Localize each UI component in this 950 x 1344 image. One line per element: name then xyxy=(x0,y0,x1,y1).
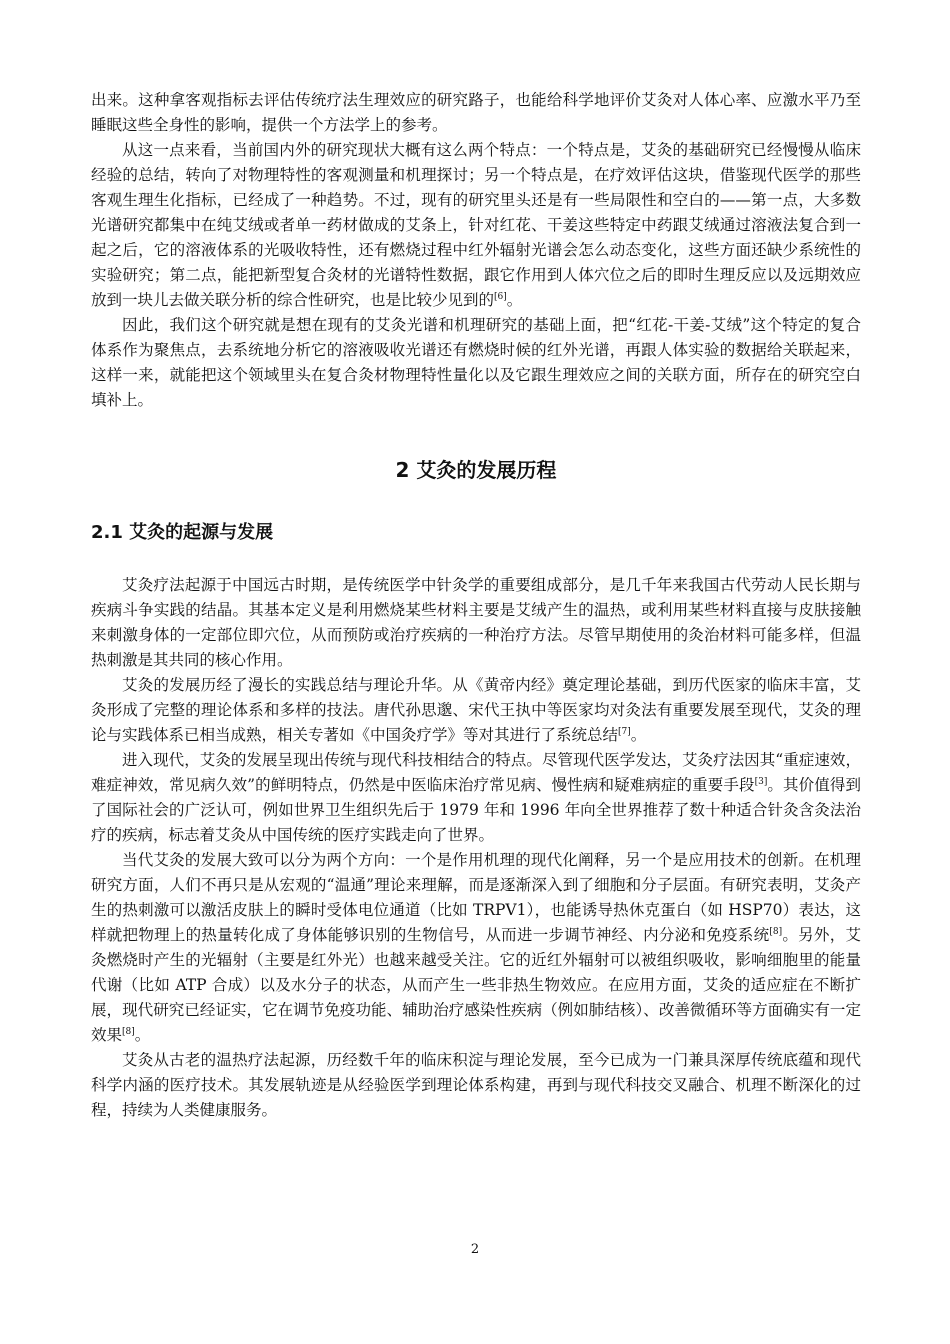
section-2-paragraph-2-text: 艾灸的发展历经了漫长的实践总结与理论升华。从《黄帝内经》奠定理论基础，到历代医家的临床丰富，艾灸形成了完整的理论体系和多样的技法。唐代孙思邈、宋代王执中等医家均对灸法有重要发展至现代，艾灸的理论与实践体系已相当成熟，相关专著如《中国灸疗学》等对其进行了系统总结 xyxy=(91,676,861,744)
section-2-paragraph-4-b: 。另外，艾灸燃烧时产生的光辐射（主要是红外光）也越来越受关注。它的近红外辐射可以被组织吸收，影响细胞里的能量代谢（比如 ATP 合成）以及水分子的状态，从而产生一些非热生物效应。在应用方面，艾灸的适应症在不断扩展，现代研究已经证实，它在调节免疫功能、辅助治疗感染性疾病（例如肺结核）、改善微循环等方面确实有一定效果 xyxy=(91,926,861,1044)
section-2-paragraph-2 xyxy=(91,673,861,748)
section-2-paragraph-2-end: 。 xyxy=(630,726,647,744)
section-2-paragraph-3-b: 。其价值得到了国际社会的广泛认可，例如世界卫生组织先后于 1979 年和 1996 年向全世界推荐了数十种适合针灸含灸法治疗的疾病，标志着艾灸从中国传统的医疗实践走向了世界。 xyxy=(91,776,861,844)
section-2-paragraph-4-c: 。 xyxy=(134,1026,151,1044)
document-page xyxy=(91,88,861,1123)
citation-8a: [8] xyxy=(769,926,783,937)
intro-paragraph-2-end: 。 xyxy=(506,291,523,309)
section-2-paragraph-1: 艾灸疗法起源于中国远古时期，是传统医学中针灸学的重要组成部分，是几千年来我国古代劳动人民长期与疾病斗争实践的结晶。其基本定义是利用燃烧某些材料主要是艾绒产生的温热，或利用某些材料直接与皮肤接触来刺激身体的一定部位即穴位，从而预防或治疗疾病的一种治疗方法。尽管早期使用的灸治材料可能多样，但温热刺激是其共同的核心作用。 xyxy=(91,576,861,669)
page-number: 2 xyxy=(470,1242,480,1257)
section-2-paragraph-3-a: 进入现代，艾灸的发展呈现出传统与现代科技相结合的特点。尽管现代医学发达，艾灸疗法因其“重症速效，难症神效，常见病久效”的鲜明特点，仍然是中医临床治疗常见病、慢性病和疑难病症的重要手段 xyxy=(91,751,861,794)
citation-7: [7] xyxy=(618,726,631,737)
section-2-paragraph-3 xyxy=(91,748,861,848)
section-2-paragraph-4-a: 当代艾灸的发展大致可以分为两个方向：一个是作用机理的现代化阐释，另一个是应用技术的创新。在机理研究方面，人们不再只是从宏观的“温通”理论来理解，而是逐渐深入到了细胞和分子层面。有研究表明，艾灸产生的热刺激可以激活皮肤上的瞬时受体电位通道（比如 TRPV1），也能诱导热休克蛋白（如 HSP70）表达，这样就把物理上的热量转化成了身体能够识别的生物信号，从而进一步调节神经、内分泌和免疫系统 xyxy=(91,851,861,944)
citation-6: [6] xyxy=(494,291,507,302)
intro-paragraph-2 xyxy=(91,138,861,313)
citation-3: [3] xyxy=(754,776,768,787)
section-2-title: 2 艾灸的发展历程 xyxy=(395,458,557,482)
subsection-2-1-title: 2.1 艾灸的起源与发展 xyxy=(91,522,274,543)
section-2-paragraph-4 xyxy=(91,848,861,1048)
citation-8b: [8] xyxy=(122,1026,135,1037)
intro-paragraph-1: 出来。这种拿客观指标去评估传统疗法生理效应的研究路子，也能给科学地评价艾灸对人体心率、应激水平乃至睡眠这些全身性的影响，提供一个方法学上的参考。 xyxy=(91,91,861,134)
intro-paragraph-3: 因此，我们这个研究就是想在现有的艾灸光谱和机理研究的基础上面，把“红花-干姜-艾绒”这个特定的复合体系作为聚焦点，去系统地分析它的溶液吸收光谱还有燃烧时候的红外光谱，再跟人体实验的数据给关联起来，这样一来，就能把这个领域里头在复合灸材物理特性量化以及它跟生理效应之间的关联方面，所存在的研究空白填补上。 xyxy=(91,316,861,409)
intro-paragraph-2-text: 从这一点来看，当前国内外的研究现状大概有这么两个特点：一个特点是，艾灸的基础研究已经慢慢从临床经验的总结，转向了对物理特性的客观测量和机理探讨；另一个特点是，在疗效评估这块，借鉴现代医学的那些客观生理生化指标，已经成了一种趋势。不过，现有的研究里头还是有一些局限性和空白的——第一点，大多数光谱研究都集中在纯艾绒或者单一药材做成的艾条上，针对红花、干姜这些特定中药跟艾绒通过溶液法复合到一起之后，它的溶液体系的光吸收特性，还有燃烧过程中红外辐射光谱会怎么动态变化，这些方面还缺少系统性的实验研究；第二点，能把新型复合灸材的光谱特性数据，跟它作用到人体穴位之后的即时生理反应以及远期效应放到一块儿去做关联分析的综合性研究，也是比较少见到的 xyxy=(91,141,861,309)
section-2-paragraph-5: 艾灸从古老的温热疗法起源，历经数千年的临床积淀与理论发展，至今已成为一门兼具深厚传统底蕴和现代科学内涵的医疗技术。其发展轨迹是从经验医学到理论体系构建，再到与现代科技交叉融合、机理不断深化的过程，持续为人类健康服务。 xyxy=(91,1051,861,1119)
